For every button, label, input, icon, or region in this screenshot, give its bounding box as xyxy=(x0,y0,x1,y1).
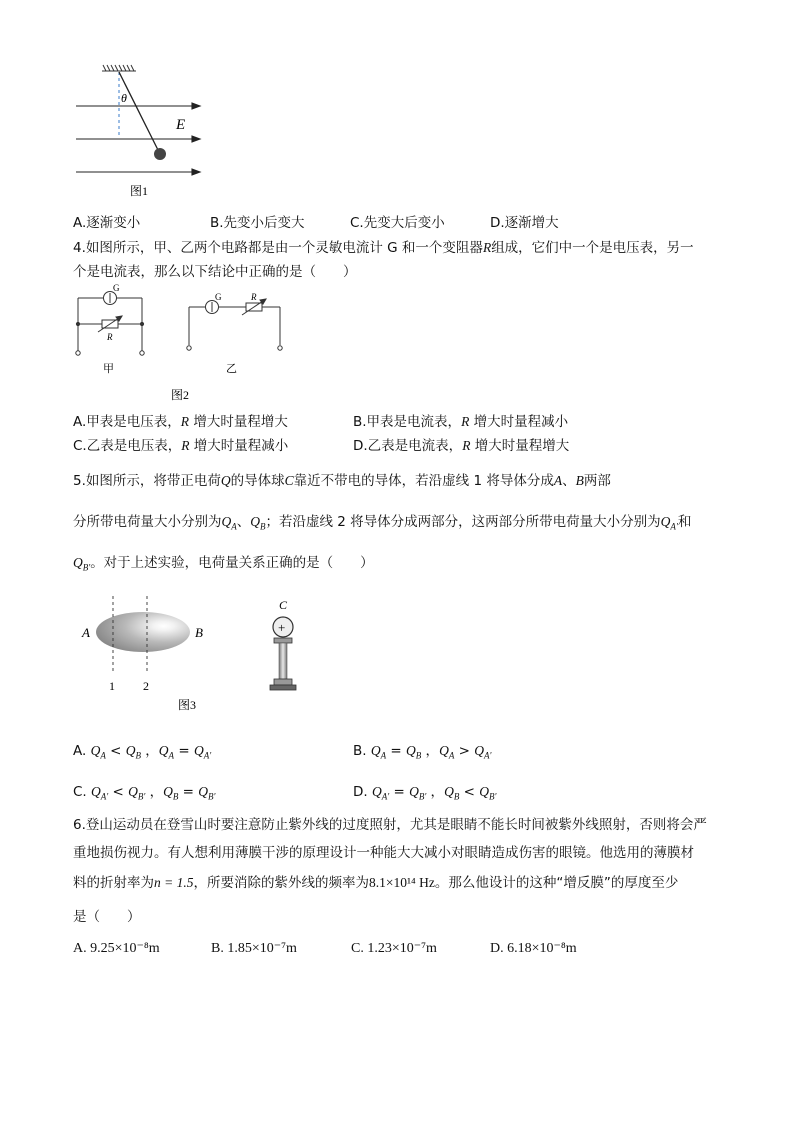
pendulum-ball xyxy=(154,148,166,160)
q6-stem-line-2: 重地损伤视力。有人想利用薄膜干涉的原理设计一种能大大减小对眼睛造成伤害的眼镜。他选用的薄膜材 xyxy=(73,845,694,861)
q4-option-a xyxy=(73,410,288,430)
g-label-yi: G xyxy=(215,292,222,302)
field-lines xyxy=(76,103,200,175)
q6-option-c: C. 1.23×10⁻⁷m xyxy=(351,941,437,956)
q4-stem-line-1 xyxy=(73,236,694,256)
label-1: 1 xyxy=(109,679,115,693)
q5-option-a: A. $Q_A < Q_B$ ，$Q_A = Q_{A'}$ xyxy=(73,743,212,761)
q5-option-c: C. $Q_{A'} < Q_{B'}$ ，$Q_B = Q_{B'}$ xyxy=(73,784,216,802)
q6-option-b: B. 1.85×10⁻⁷m xyxy=(211,941,297,956)
stand-foot xyxy=(274,679,292,685)
q5-text: 、 xyxy=(562,473,576,489)
q4-option-d xyxy=(353,434,569,454)
opt-var-r: R xyxy=(462,438,471,453)
field-label-E: E xyxy=(176,117,186,133)
q3-option-a: A.逐渐变小 xyxy=(73,215,141,231)
q6-frequency: 8.1×10¹⁴ Hz xyxy=(369,875,435,890)
q4-var-r: R xyxy=(482,240,492,255)
q3-option-c: C.先变大后变小 xyxy=(350,215,445,231)
q5-text: ；若沿虚线 2 将导体分成两部分，这两部分所带电荷量大小分别为 xyxy=(265,514,661,530)
var-q: Q xyxy=(220,473,231,488)
stand-collar xyxy=(274,638,292,643)
q6-stem-line-1: 6.登山运动员在登雪山时要注意防止紫外线的过度照射，尤其是眼睛不能长时间被紫外线照射，否则将会严 xyxy=(73,817,707,833)
q-a-sym: $Q_A$ xyxy=(221,514,237,532)
pendulum-string xyxy=(119,72,159,152)
q4-option-c xyxy=(73,434,288,454)
opt-var-r: R xyxy=(181,438,190,453)
opt-text: B.甲表是电流表， xyxy=(353,414,462,430)
q-b-prime-sym: $Q_{B'}$ xyxy=(73,555,91,573)
q5-stem-line-1 xyxy=(73,469,611,489)
q6-text: 。那么他设计的这种“增反膜”的厚度至少 xyxy=(434,875,679,891)
opt-text: 增大时量程减小 xyxy=(473,414,569,430)
q5-text: 分所带电荷量大小分别为 xyxy=(73,514,222,530)
r-label-jia: R xyxy=(107,332,113,342)
q6-stem-line-4: 是（ ） xyxy=(73,909,141,925)
opt-text: D.乙表是电流表， xyxy=(353,438,463,454)
q3-option-b: B.先变小后变大 xyxy=(210,215,305,231)
jia-label: 甲 xyxy=(103,363,114,375)
q5-text: 5.如图所示，将带正电荷 xyxy=(73,473,221,489)
var-a: A xyxy=(553,473,563,488)
q6-text: 料的折射率为 xyxy=(73,875,154,891)
var-c: C xyxy=(284,473,294,488)
label-a: A xyxy=(82,625,90,640)
opt-text: 增大时量程增大 xyxy=(474,438,570,454)
q6-option-d: D. 6.18×10⁻⁸m xyxy=(490,941,577,956)
label-2: 2 xyxy=(143,679,149,693)
figure-3 xyxy=(75,592,315,720)
r-label-yi: R xyxy=(251,292,257,302)
q5-option-b: B. $Q_A = Q_B$ ，$Q_A > Q_{A'}$ xyxy=(353,743,492,761)
plus-sign: + xyxy=(278,620,286,635)
stand-pole xyxy=(279,643,287,679)
q5-text: 。对于上述实验，电荷量关系正确的是（ ） xyxy=(90,555,374,571)
q4-stem-line-2: 个是电流表，那么以下结论中正确的是（ ） xyxy=(73,264,357,280)
stand-base xyxy=(270,685,296,690)
theta-label: θ xyxy=(121,91,127,105)
q5-option-d: D. $Q_{A'} = Q_{B'}$ ，$Q_B < Q_{B'}$ xyxy=(353,784,497,802)
opt-var-r: R xyxy=(461,414,470,429)
q5-text: 的导体球 xyxy=(230,473,285,489)
q6-text: ，所要消除的紫外线的频率为 xyxy=(193,875,369,891)
q5-stem-line-3 xyxy=(73,551,374,573)
g-label-jia: G xyxy=(113,283,120,293)
q4-text-b: 组成，它们中一个是电压表，另一 xyxy=(491,240,694,256)
figure-1 xyxy=(70,62,220,202)
var-b: B xyxy=(575,473,584,488)
conductor-body xyxy=(96,612,190,652)
q5-text: 靠近不带电的导体，若沿虚线 1 将导体分成 xyxy=(293,473,554,489)
opt-text: 增大时量程减小 xyxy=(193,438,289,454)
q5-stem-line-2: 分所带电荷量大小分别为$Q_A$、$Q_B$；若沿虚线 2 将导体分成两部分，这两部分所带电荷量大小分别为$Q_{A'}$和 xyxy=(73,514,692,532)
yi-label: 乙 xyxy=(226,363,237,375)
q6-n-expr: n = 1.5 xyxy=(154,875,194,890)
ceiling-hatch xyxy=(102,65,136,71)
figure-1-caption: 图1 xyxy=(130,184,149,198)
opt-text: C.乙表是电压表， xyxy=(73,438,182,454)
figure-2 xyxy=(70,283,300,403)
opt-text: 增大时量程增大 xyxy=(193,414,288,430)
q5-text: 和 xyxy=(677,514,692,530)
opt-var-r: R xyxy=(180,414,190,429)
figure-3-caption: 图3 xyxy=(178,698,197,712)
q4-option-b xyxy=(353,410,568,430)
label-b: B xyxy=(195,625,203,640)
q-b-sym: $Q_B$ xyxy=(250,514,266,532)
q6-stem-line-3 xyxy=(73,871,678,891)
q5-text: 两部 xyxy=(583,473,611,489)
opt-text: A.甲表是电压表， xyxy=(73,414,181,430)
q6-option-a: A. 9.25×10⁻⁸m xyxy=(73,941,160,956)
q3-option-d: D.逐渐增大 xyxy=(490,215,559,231)
label-c: C xyxy=(279,598,288,612)
figure-2-caption: 图2 xyxy=(171,388,190,402)
q4-text-a: 4.如图所示，甲、乙两个电路都是由一个灵敏电流计 G 和一个变阻器 xyxy=(73,240,483,256)
q-a-prime-sym: $Q_{A'}$ xyxy=(660,514,678,532)
